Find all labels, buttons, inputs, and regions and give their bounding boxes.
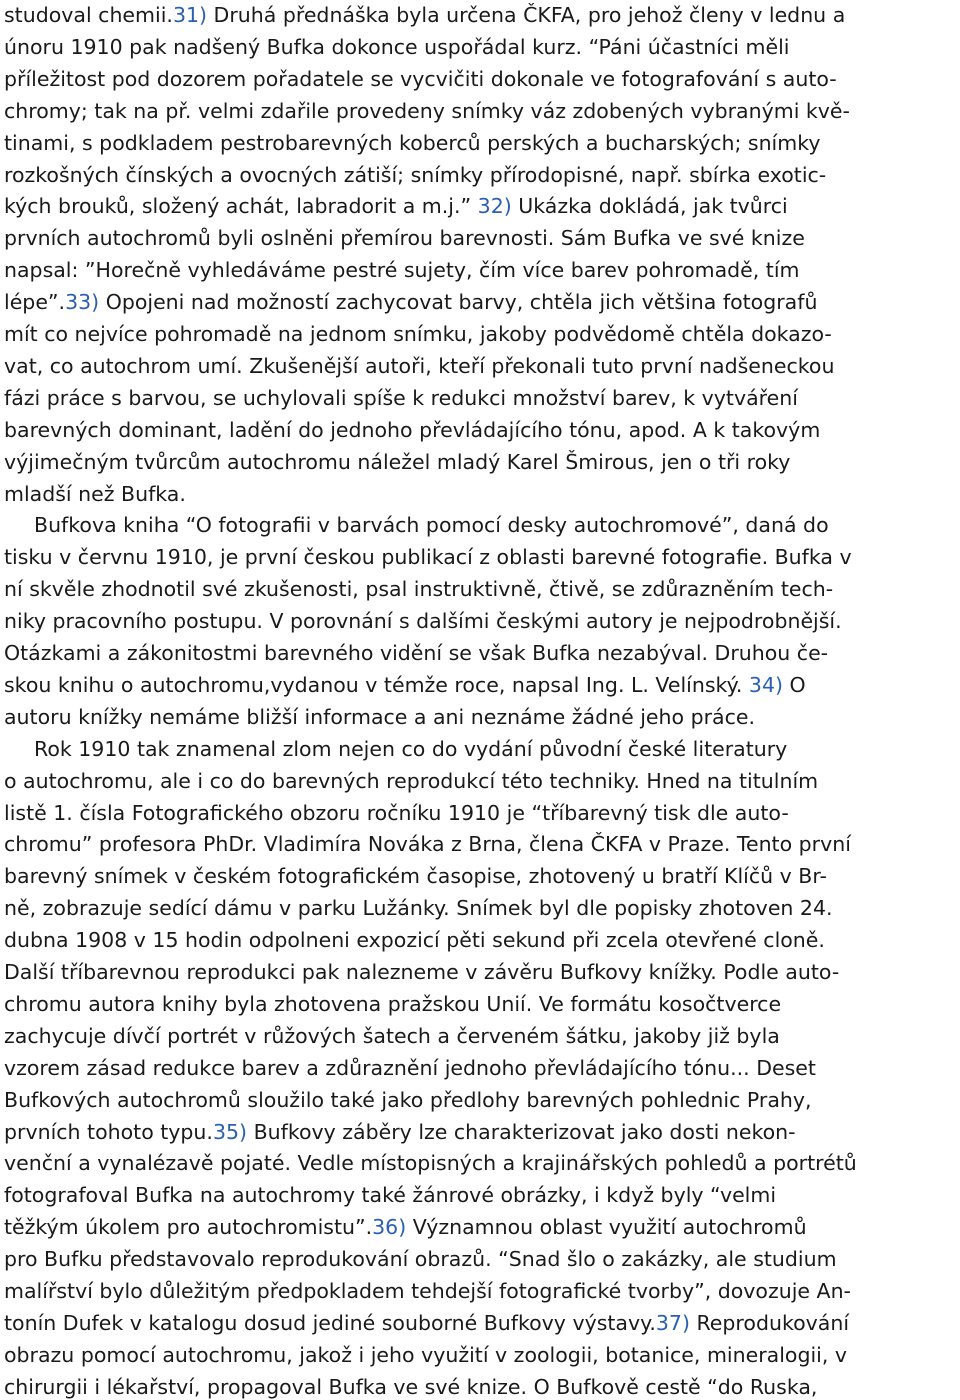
text-line — [4, 702, 755, 733]
text-segment: venční a vynalézavě pojaté. Vedle místopisných a krajinářských pohledů a portrétů — [4, 1151, 857, 1176]
text-segment: napsal: ”Horečně vyhledáváme pestré sujety, čím více barev pohromadě, tím — [4, 258, 800, 283]
footnote-reference: 33) — [65, 290, 100, 315]
text-line — [4, 1308, 849, 1339]
text-segment: prvních tohoto typu. — [4, 1119, 213, 1144]
text-line — [4, 1244, 837, 1275]
text-line — [4, 574, 833, 605]
text-line — [4, 1180, 776, 1211]
text-line — [4, 957, 839, 988]
text-segment: kých brouků, složený achát, labradorit a m.j.” — [4, 194, 478, 219]
text-segment: Rok 1910 tak znamenal zlom nejen co do vydání původní české literatury — [34, 736, 788, 761]
text-segment: tisku v červnu 1910, je první českou publikací z oblasti barevné fotografie. Bufka v — [4, 545, 852, 570]
text-line — [4, 1053, 816, 1084]
text-line — [4, 1085, 812, 1116]
text-line — [4, 255, 800, 286]
text-segment: niky pracovního postupu. V porovnání s dalšími českými autory je nejpodrobnější. — [4, 609, 842, 634]
text-segment: příležitost pod dozorem pořadatele se vycvičiti dokonale ve fotografování s auto- — [4, 66, 837, 91]
text-segment: O — [783, 672, 806, 697]
text-line — [4, 1021, 780, 1052]
text-segment: Významnou oblast využití autochromů — [406, 1215, 807, 1240]
text-line — [4, 415, 820, 446]
text-line — [4, 160, 826, 191]
text-segment: tonín Dufek v katalogu dosud jediné souborné Bufkovy výstavy. — [4, 1310, 656, 1335]
text-line — [4, 766, 818, 797]
text-segment: dubna 1908 v 15 hodin odpolneni expozicí pěti sekund při zcela otevřené cloně. — [4, 928, 825, 953]
text-segment: chirurgii i lékařství, propagoval Bufka ve své knize. O Bufkově cestě “do Ruska, — [4, 1374, 818, 1399]
text-segment: výjimečným tvůrcům autochromu náležel mladý Karel Šmirous, jen o tři roky — [4, 449, 791, 474]
text-line — [4, 925, 825, 956]
text-line — [4, 383, 798, 414]
text-segment: skou knihu o autochromu,vydanou v témže roce, napsal Ing. L. Velínský. — [4, 672, 749, 697]
text-line — [4, 287, 817, 318]
text-segment: chromu autora knihy byla zhotovena pražskou Unií. Ve formátu kosočtverce — [4, 991, 782, 1016]
text-line — [4, 64, 837, 95]
text-segment: vzorem zásad redukce barev a zdůraznění jednoho převládajícího tónu... Deset — [4, 1055, 816, 1080]
text-segment: listě 1. čísla Fotografického obzoru ročníku 1910 je “tříbarevný tisk dle auto- — [4, 800, 789, 825]
text-segment: Bufkova kniha “O fotografii v barvách pomocí desky autochromové”, daná do — [34, 513, 829, 538]
text-segment: o autochromu, ale i co do barevných reprodukcí této techniky. Hned na titulním — [4, 768, 819, 793]
text-line — [4, 223, 805, 254]
text-segment: mladší než Bufka. — [4, 481, 186, 506]
text-segment: zachycuje dívčí portrét v růžových šatech a červeném šátku, jakoby již byla — [4, 1023, 780, 1048]
text-segment: fotografoval Bufka na autochromy také žánrové obrázky, i když byly “velmi — [4, 1183, 777, 1208]
text-segment: obrazu pomocí autochromu, jakož i jeho využití v zoologii, botanice, mineralogii, v — [4, 1342, 848, 1367]
text-line — [4, 670, 806, 701]
text-line — [4, 351, 834, 382]
text-segment: lépe”. — [4, 290, 66, 315]
text-line — [4, 542, 852, 573]
text-line — [4, 829, 851, 860]
text-line — [4, 798, 789, 829]
text-line — [4, 447, 790, 478]
text-line — [34, 734, 787, 765]
text-segment: Reprodukování — [689, 1310, 850, 1335]
text-segment: Bufkových autochromů sloužilo také jako předlohy barevných pohlednic Prahy, — [4, 1087, 812, 1112]
footnote-reference: 32) — [477, 194, 512, 219]
text-segment: ní skvěle zhodnotil své zkušenosti, psal instruktivně, čtivě, se zdůrazněním tech- — [4, 577, 834, 602]
footnote-reference: 31) — [172, 3, 208, 27]
footnote-reference: 35) — [212, 1119, 248, 1144]
footnote-reference: 34) — [748, 672, 784, 697]
text-line — [4, 1212, 807, 1243]
text-line — [4, 128, 821, 159]
footnote-reference: 37) — [655, 1310, 690, 1335]
text-segment: Bufkovy záběry lze charakterizovat jako dosti nekon- — [247, 1119, 796, 1144]
text-segment: Otázkami a zákonitostmi barevného vidění se však Bufka nezabýval. Druhou če- — [4, 641, 829, 665]
text-segment: rozkošných čínských a ovocných zátiší; snímky přírodopisné, např. sbírka exotic- — [4, 162, 827, 187]
text-segment: studoval chemii. — [4, 3, 173, 27]
text-segment: mít co nejvíce pohromadě na jednom snímku, jakoby podvědomě chtěla dokazo- — [4, 322, 832, 346]
text-line — [4, 1340, 847, 1371]
text-segment: prvních autochromů byli oslněni přemírou barevnosti. Sám Bufka ve své knize — [4, 226, 805, 251]
text-line — [4, 1117, 796, 1148]
text-line — [34, 510, 829, 541]
text-line — [4, 1372, 817, 1400]
text-line — [4, 32, 789, 63]
text-line — [4, 191, 788, 222]
text-segment: tinami, s podkladem pestrobarevných koberců perských a bucharských; snímky — [4, 130, 821, 155]
text-segment: Opojeni nad možností zachycovat barvy, chtěla jich většina fotografů — [99, 290, 818, 315]
text-segment: únoru 1910 pak nadšený Bufka dokonce uspořádal kurz. “Páni účastníci měli — [4, 34, 790, 59]
text-segment: ně, zobrazuje sedící dámu v parku Lužánky. Snímek byl dle popisky zhotoven 24. — [4, 896, 833, 921]
text-line — [4, 638, 828, 669]
text-segment: autoru knížky nemáme bližší informace a ani neznáme žádné jeho práce. — [4, 704, 756, 729]
text-segment: barevný snímek v českém fotografickém časopise, zhotovený u bratří Klíčů v Br- — [4, 864, 827, 889]
text-line — [4, 893, 833, 924]
text-line — [4, 479, 186, 510]
text-segment: Ukázka dokládá, jak tvůrci — [511, 194, 788, 219]
text-segment: fázi práce s barvou, se uchylovali spíše k redukci množství barev, k vytváření — [4, 385, 798, 410]
text-line — [4, 861, 827, 892]
text-line — [4, 606, 842, 637]
text-segment: Druhá přednáška byla určena ČKFA, pro jehož členy v lednu a — [207, 3, 846, 27]
text-segment: malířství bylo důležitým předpokladem tehdejší fotografické tvorby”, dovozuje An- — [4, 1279, 851, 1303]
footnote-reference: 36) — [372, 1215, 407, 1240]
text-segment: Další tříbarevnou reprodukci pak nalezneme v závěru Bufkovy knížky. Podle auto- — [4, 960, 840, 984]
text-line — [4, 989, 781, 1020]
text-line — [4, 1276, 851, 1307]
text-segment: barevných dominant, ladění do jednoho převládajícího tónu, apod. A k takovým — [4, 417, 821, 442]
text-segment: vat, co autochrom umí. Zkušenější autoři, kteří překonali tuto první nadšeneckou — [4, 353, 835, 378]
text-segment: pro Bufku představovalo reprodukování obrazů. “Snad šlo o zakázky, ale studium — [4, 1247, 837, 1272]
text-line — [4, 0, 845, 31]
text-segment: chromu” profesora PhDr. Vladimíra Nováka z Brna, člena ČKFA v Praze. Tento první — [4, 832, 851, 857]
text-line — [4, 1148, 857, 1179]
text-segment: chromy; tak na př. velmi zdařile provedeny snímky váz zdobených vybranými kvě- — [4, 98, 850, 123]
text-line — [4, 96, 850, 127]
text-line — [4, 319, 832, 350]
text-segment: těžkým úkolem pro autochromistu”. — [4, 1215, 373, 1240]
